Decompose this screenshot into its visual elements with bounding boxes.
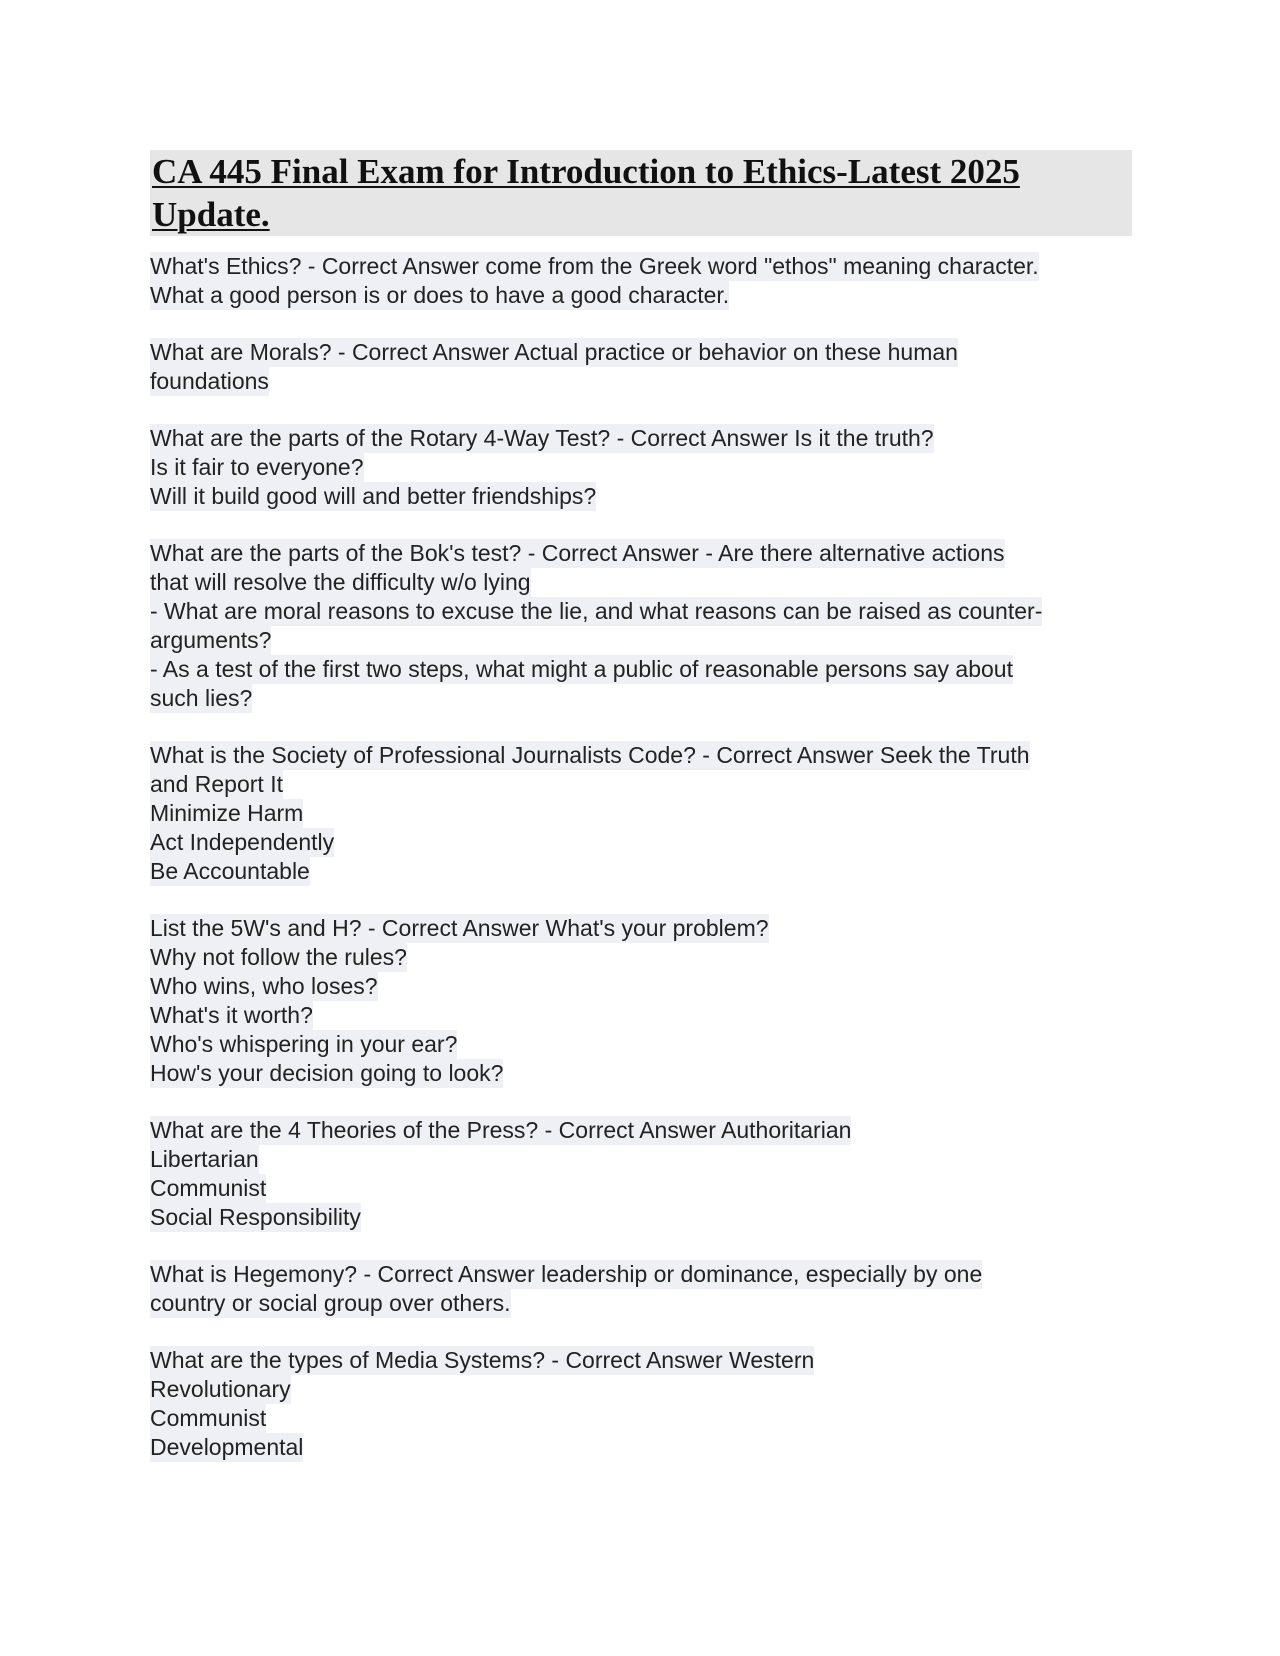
qa-entry	[150, 252, 1132, 310]
qa-question-line: What are the parts of the Rotary 4-Way Test? - Correct Answer Is it the truth?	[150, 425, 934, 451]
title-block	[150, 150, 1132, 236]
qa-answer-line: Who's whispering in your ear?	[150, 1031, 458, 1057]
qa-answer-line: such lies?	[150, 685, 253, 711]
qa-question-line: What are the 4 Theories of the Press? - Correct Answer Authoritarian	[150, 1117, 852, 1143]
qa-entry	[150, 1116, 1132, 1232]
qa-question-line: What is the Society of Professional Journalists Code? - Correct Answer Seek the Truth	[150, 742, 1030, 768]
qa-answer-line: arguments?	[150, 627, 272, 653]
title-line-2: Update.	[152, 195, 270, 234]
qa-answer-line: country or social group over others.	[150, 1290, 511, 1316]
qa-answer-line: - As a test of the first two steps, what might a public of reasonable persons say about	[150, 656, 1013, 682]
qa-entry	[150, 914, 1132, 1088]
qa-answer-line: Communist	[150, 1405, 267, 1431]
qa-answer-line: Will it build good will and better friendships?	[150, 483, 597, 509]
qa-answer-line: Libertarian	[150, 1146, 259, 1172]
qa-question-line: What are Morals? - Correct Answer Actual practice or behavior on these human	[150, 339, 958, 365]
qa-answer-line: What's it worth?	[150, 1002, 313, 1028]
qa-answer-line: Why not follow the rules?	[150, 944, 407, 970]
qa-answer-line: Be Accountable	[150, 858, 310, 884]
qa-entry	[150, 539, 1132, 713]
qa-answer-line: Minimize Harm	[150, 800, 304, 826]
qa-answer-line: - What are moral reasons to excuse the lie, and what reasons can be raised as counter-	[150, 598, 1043, 624]
qa-entry	[150, 741, 1132, 886]
qa-answer-line: Act Independently	[150, 829, 335, 855]
qa-entry	[150, 1260, 1132, 1318]
qa-question-line: What's Ethics? - Correct Answer come from the Greek word "ethos" meaning character.	[150, 253, 1039, 279]
qa-answer-line: Developmental	[150, 1434, 304, 1460]
qa-answer-line: that will resolve the difficulty w/o lying	[150, 569, 531, 595]
qa-answer-line: foundations	[150, 368, 269, 394]
qa-entry	[150, 338, 1132, 396]
document-page	[150, 150, 1132, 1490]
qa-list	[150, 252, 1132, 1462]
qa-answer-line: Is it fair to everyone?	[150, 454, 364, 480]
qa-answer-line: What a good person is or does to have a good character.	[150, 282, 730, 308]
qa-question-line: What are the types of Media Systems? - Correct Answer Western	[150, 1347, 815, 1373]
qa-answer-line: and Report It	[150, 771, 283, 797]
document-title	[152, 150, 1130, 236]
qa-answer-line: How's your decision going to look?	[150, 1060, 504, 1086]
qa-entry	[150, 1346, 1132, 1462]
qa-answer-line: Communist	[150, 1175, 267, 1201]
qa-answer-line: Who wins, who loses?	[150, 973, 378, 999]
qa-entry	[150, 424, 1132, 511]
qa-question-line: List the 5W's and H? - Correct Answer What's your problem?	[150, 915, 769, 941]
qa-answer-line: Revolutionary	[150, 1376, 291, 1402]
qa-question-line: What are the parts of the Bok's test? - Correct Answer - Are there alternative actions	[150, 540, 1005, 566]
qa-question-line: What is Hegemony? - Correct Answer leadership or dominance, especially by one	[150, 1261, 983, 1287]
qa-answer-line: Social Responsibility	[150, 1204, 361, 1230]
title-line-1: CA 445 Final Exam for Introduction to Ethics-Latest 2025	[152, 152, 1020, 191]
